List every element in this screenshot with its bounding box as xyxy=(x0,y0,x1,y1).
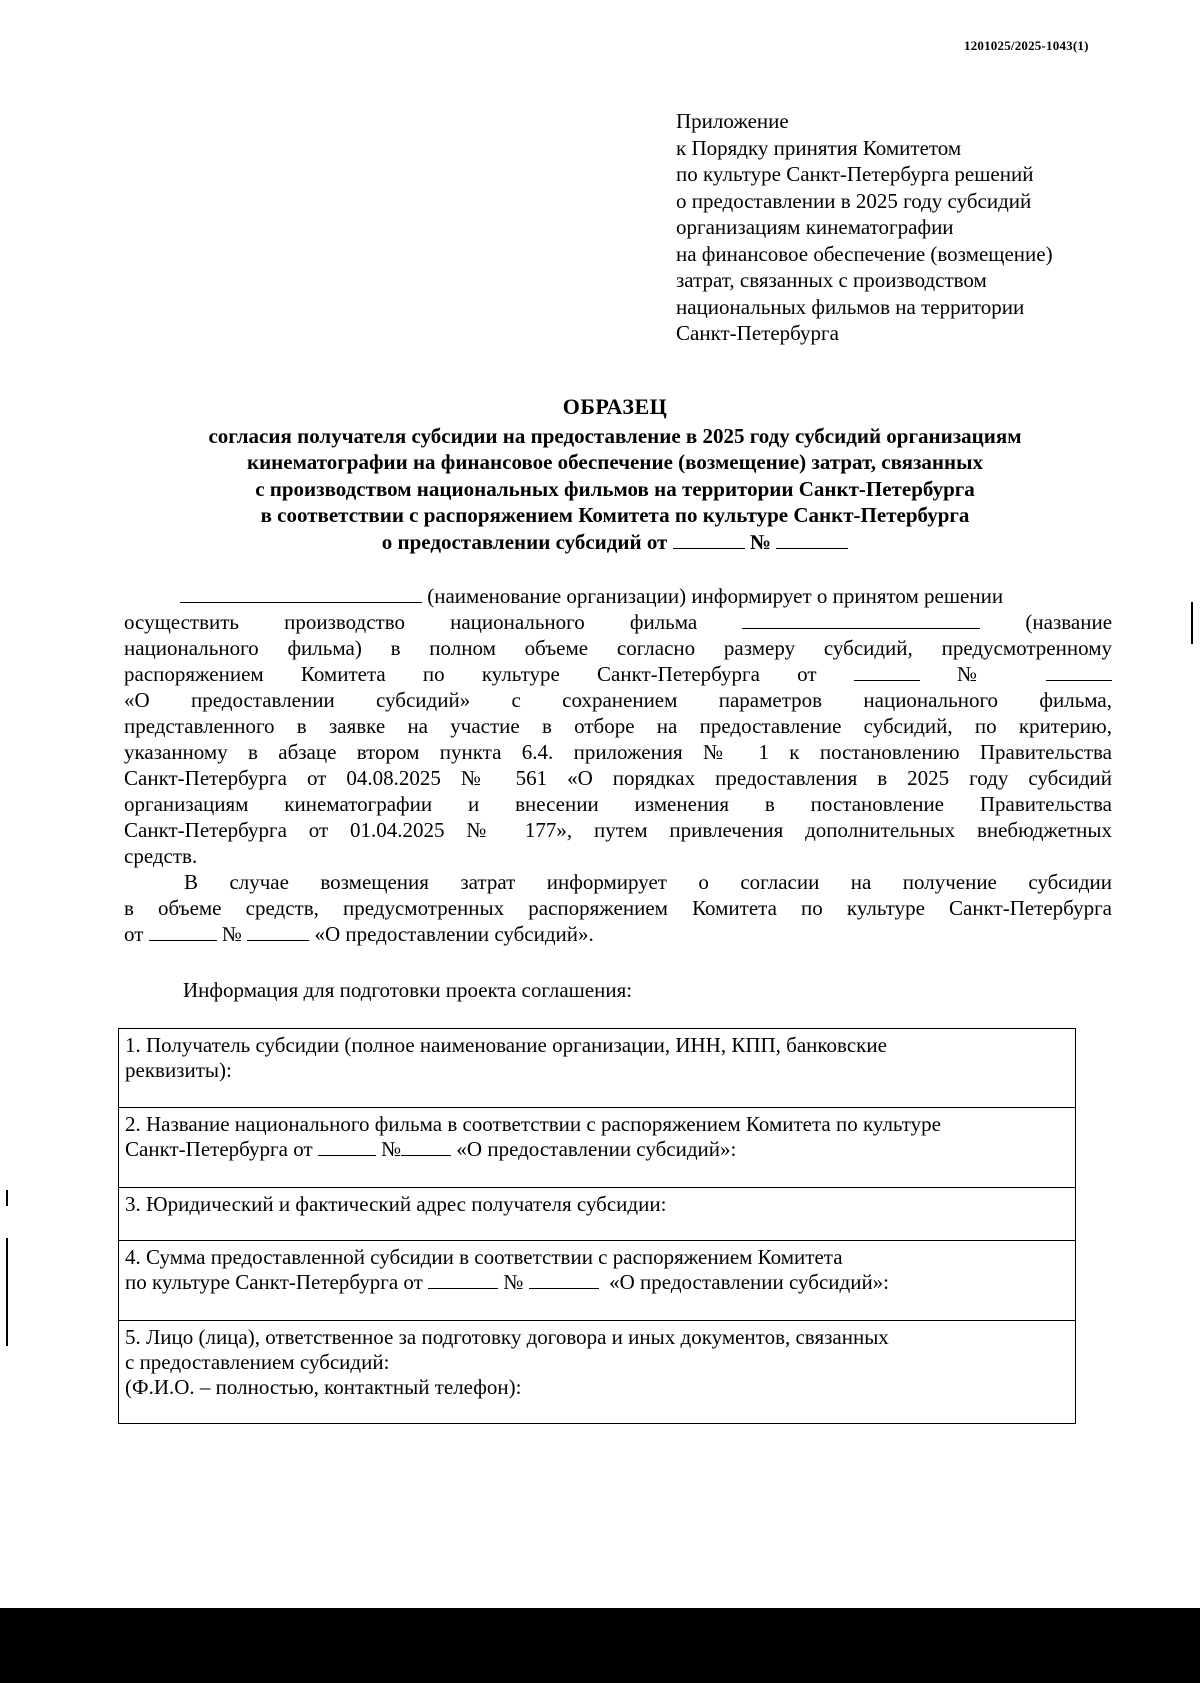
body-text-span: от xyxy=(124,922,144,946)
body-line xyxy=(124,661,1112,687)
body-line xyxy=(124,921,1112,947)
body-line xyxy=(124,609,1112,635)
row-text: 5. Лицо (лица), ответственное за подготовку договора и иных документов, связанных xyxy=(125,1325,889,1349)
row-text-span: по культуре Санкт-Петербурга от xyxy=(125,1270,423,1294)
body-line: представленного в заявке на участие в отборе на предоставление субсидий, по критерию, xyxy=(124,714,1112,738)
agreement-info-table xyxy=(118,1028,1076,1424)
row-text-span: «О предоставлении субсидий»: xyxy=(456,1137,737,1161)
body-line: в объеме средств, предусмотренных распоряжением Комитета по культуре Санкт-Петербурга xyxy=(124,896,1112,920)
number-blank xyxy=(776,530,848,549)
row-text-span: № xyxy=(503,1270,524,1294)
row-text: 3. Юридический и фактический адрес получателя субсидии: xyxy=(125,1192,667,1216)
date-blank xyxy=(149,922,217,941)
order-number-blank xyxy=(1046,662,1112,681)
date-blank xyxy=(428,1270,498,1289)
body-line xyxy=(124,583,1112,609)
table-row-film-title xyxy=(119,1108,1075,1188)
body-text-span: производство xyxy=(284,610,405,634)
row-text-span: № xyxy=(381,1137,402,1161)
appendix-line: к Порядку принятия Комитетом xyxy=(676,135,962,160)
body-text-span: осуществить xyxy=(124,610,239,634)
subtitle-line-last xyxy=(120,529,1110,556)
body-text-span: (наименование организации) информирует о принятом решении xyxy=(427,584,1004,608)
scan-bottom-border xyxy=(0,1608,1200,1683)
body-text-span: Санкт-Петербурга xyxy=(597,662,760,686)
subtitle-number-label: № xyxy=(749,529,771,554)
appendix-line: по культуре Санкт-Петербурга решений xyxy=(676,162,1034,186)
body-text-span: национального xyxy=(450,610,585,634)
appendix-line: национальных фильмов на территории xyxy=(676,294,1025,319)
subtitle-line: кинематографии на финансовое обеспечение (возмещение) затрат, связанных xyxy=(246,450,984,474)
scan-artifact xyxy=(1191,602,1193,644)
row-text-span: «О предоставлении субсидий»: xyxy=(609,1270,890,1294)
row-text: 4. Сумма предоставленной субсидии в соответствии с распоряжением Комитета xyxy=(125,1245,843,1269)
info-intro: Информация для подготовки проекта соглашения: xyxy=(183,978,633,1002)
subtitle-line: согласия получателя субсидии на предоставление в 2025 году субсидий организациям xyxy=(208,423,1022,448)
appendix-line: организациям кинематографии xyxy=(676,215,954,239)
number-blank xyxy=(529,1270,599,1289)
body-line: организациям кинематографии и внесении изменения в постановление Правительства xyxy=(124,792,1112,816)
table-row-recipient xyxy=(119,1029,1075,1108)
body-line: Санкт-Петербурга от 01.04.2025 № 177», путем привлечения дополнительных внебюджетных xyxy=(124,818,1112,842)
body-text-span: Комитета xyxy=(300,662,386,686)
subtitle-line: с производством национальных фильмов на территории Санкт-Петербурга xyxy=(255,476,975,501)
body-text-span: от xyxy=(797,662,817,686)
body-line: В случае возмещения затрат информирует о согласии на получение субсидии xyxy=(184,870,1112,894)
row-text: 1. Получатель субсидии (полное наименование организации, ИНН, КПП, банковские xyxy=(125,1033,887,1057)
document-heading: ОБРАЗЕЦ xyxy=(562,394,668,419)
film-title-blank xyxy=(742,610,980,629)
appendix-line: о предоставлении в 2025 году субсидий xyxy=(676,188,1032,213)
row-text: с предоставлением субсидий: xyxy=(125,1350,390,1374)
number-blank xyxy=(401,1137,451,1156)
appendix-line: на финансовое обеспечение (возмещение) xyxy=(676,241,1053,266)
subtitle-date-label: о предоставлении субсидий от xyxy=(381,529,668,554)
body-text-span: (название xyxy=(1025,610,1113,634)
table-row-responsible-person xyxy=(119,1321,1075,1423)
table-row-address xyxy=(119,1188,1075,1241)
organization-name-blank xyxy=(180,584,422,603)
document-reference-number: 1201025/2025-1043(1) xyxy=(964,38,1089,53)
body-text-span: распоряжением xyxy=(124,662,264,686)
body-text-span: № xyxy=(221,922,242,946)
body-text-span: фильма xyxy=(629,610,698,634)
scan-artifact xyxy=(6,1190,8,1206)
date-blank xyxy=(673,530,745,549)
row-text: реквизиты): xyxy=(125,1058,232,1082)
appendix-line: Санкт-Петербурга xyxy=(676,321,839,345)
appendix-line: Приложение xyxy=(676,109,789,133)
scan-artifact xyxy=(6,1238,8,1346)
body-text-span: № xyxy=(956,662,1009,686)
number-blank xyxy=(247,922,309,941)
table-row-subsidy-amount xyxy=(119,1241,1075,1321)
body-line: «О предоставлении субсидий» с сохранением параметров национального фильма, xyxy=(124,688,1112,712)
body-text-span: культуре xyxy=(481,662,560,686)
row-text-span: Санкт-Петербурга от xyxy=(125,1137,313,1161)
appendix-note xyxy=(676,108,1156,347)
consent-body xyxy=(124,583,1112,947)
body-line: национального фильма) в полном объеме согласно размеру субсидий, предусмотренному xyxy=(124,636,1112,660)
row-text xyxy=(125,1137,1069,1162)
appendix-line: затрат, связанных с производством xyxy=(676,268,987,292)
date-blank xyxy=(318,1137,376,1156)
body-text-span: «О предоставлении субсидий». xyxy=(314,922,594,946)
row-text: 2. Название национального фильма в соответствии с распоряжением Комитета по культуре xyxy=(125,1112,941,1136)
row-text xyxy=(125,1270,1069,1295)
document-title-block xyxy=(120,394,1110,555)
body-line: средств. xyxy=(124,844,198,868)
subtitle-line: в соответствии с распоряжением Комитета по культуре Санкт-Петербурга xyxy=(260,503,970,527)
body-line: указанному в абзаце втором пункта 6.4. приложения № 1 к постановлению Правительства xyxy=(124,740,1112,764)
row-text: (Ф.И.О. – полностью, контактный телефон): xyxy=(125,1375,522,1399)
body-line: Санкт-Петербурга от 04.08.2025 № 561 «О порядках предоставления в 2025 году субсидий xyxy=(124,766,1112,790)
order-date-blank xyxy=(854,662,920,681)
body-text-span: по xyxy=(422,662,445,686)
